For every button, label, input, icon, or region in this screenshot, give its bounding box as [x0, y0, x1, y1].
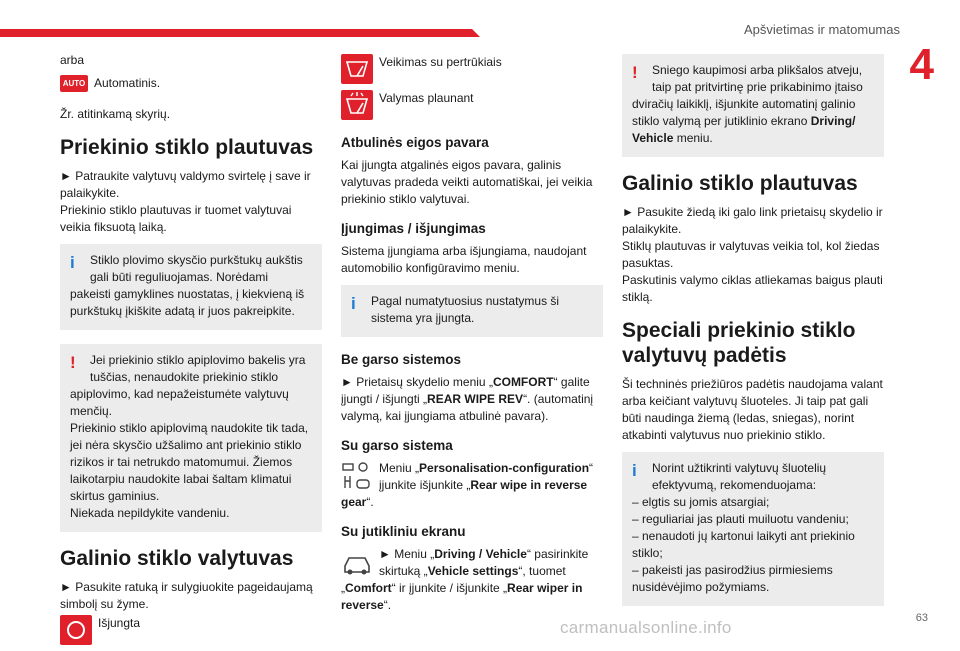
rear-washer-step: ► Pasukite žiedą iki galo link prietaisų skydelio ir palaikykite. [622, 205, 883, 236]
info-box-first-line: Stiklo plovimo skysčio purkštukų aukštis gali būti reguliuojamas. Norėdami [90, 253, 303, 284]
warning-snow-text: dviračių laikiklį, išjunkite automatinį galinio stiklo valymą per jutiklinio ekrano Driving/ Vehicle meniu. [632, 97, 856, 145]
header-accent-bar [0, 29, 472, 37]
warning-box-snow [622, 54, 884, 157]
touchscreen-block [341, 546, 603, 614]
heading-rear-washer: Galinio stiklo plautuvas [622, 172, 858, 195]
chapter-number: 4 [909, 40, 934, 89]
column-2 [341, 52, 603, 620]
info-icon: i [70, 253, 75, 272]
column-3 [622, 52, 884, 620]
off-label: Išjungta [98, 616, 141, 630]
info-box-text: pakeisti gamyklines nuostatas, į kiekvieną iš purkštukų įkiškite adatą ir juos pakreipkite. [70, 287, 305, 318]
wash-wipe-row [341, 90, 603, 120]
warning-text-3: Priekinio stiklo apiplovimą naudokite tik tada, jei nėra skysčio užšalimo ant priekinio stiklo rizikos ir tai netrukdo matomumui. Žiemos laikotarpiu naudokite labai šaltam klimatui skirtus gaminius. [70, 421, 309, 503]
list-item: – elgtis su jomis atsargiai; [632, 495, 770, 509]
info-box-nozzles [60, 244, 322, 330]
intro-text: arba [60, 53, 85, 67]
rear-wiper-off-icon [60, 615, 92, 645]
intermittent-label: Veikimas su pertrūkiais [379, 55, 502, 69]
rear-washer-end: Paskutinis valymo ciklas atliekamas baigus plauti stiklą. [622, 273, 883, 304]
heading-front-washer: Priekinio stiklo plautuvas [60, 136, 314, 159]
audio-block [341, 460, 603, 511]
page-number: 63 [915, 612, 928, 624]
info-icon: i [351, 294, 356, 313]
warning-text-2: apiplovimo, kad nepažeistumėte valytuvų menčių. [70, 387, 289, 418]
auto-label: Automatinis. [94, 76, 161, 90]
touchscreen-text: ► Meniu „Driving / Vehicle“ pasirinkite skirtuką „Vehicle settings“, tuomet „Comfort“ ir įjunkite / išjunkite „Rear wiper in reverse“. [341, 547, 589, 612]
list-item: – pakeisti jas pasirodžius pirmiesiems nusidėvėjimo požymiams. [632, 563, 833, 594]
info-default-text: Pagal numatytuosius nustatymus ši sistema yra įjungta. [371, 294, 560, 325]
rear-wiper-step: ► Pasukite ratuką ir sulygiuokite pageidaujamą simbolį su žyme. [60, 580, 313, 611]
heading-on-off: Įjungimas / išjungimas [341, 221, 486, 236]
column-1 [60, 52, 322, 651]
washer-step: ► Patraukite valytuvų valdymo svirtelę į save ir palaikykite. [60, 169, 311, 200]
auto-row [60, 75, 322, 92]
warning-text-4: Niekada nepildykite vandeniu. [70, 506, 230, 520]
rear-wiper-intermittent-icon [341, 54, 373, 84]
reference-text: Žr. atitinkamą skyrių. [60, 107, 171, 121]
personalisation-settings-icon [341, 460, 373, 490]
page-header-title: Apšvietimas ir matomumas [743, 22, 900, 37]
heading-rear-wiper: Galinio stiklo valytuvas [60, 547, 294, 570]
warning-box-reservoir [60, 344, 322, 532]
on-off-text: Sistema įjungiama arba išjungiama, naudojant automobilio konfigūravimo meniu. [341, 244, 587, 275]
info-icon: i [632, 461, 637, 480]
heading-touchscreen: Su jutikliniu ekranu [341, 524, 466, 539]
list-item: – nenaudoti jų kartonui laikyti ant priekinio stiklo; [632, 529, 855, 560]
heading-no-audio: Be garso sistemos [341, 352, 462, 367]
washer-desc: Priekinio stiklo plautuvas ir tuomet valytuvai veikia fiksuotą laiką. [60, 203, 292, 234]
warning-first-line: Jei priekinio stiklo apiplovimo bakelis yra tuščias, nenaudokite priekinio stiklo [90, 353, 306, 384]
rear-washer-desc: Stiklų plautuvas ir valytuvas veikia tol, kol žiedas pasuktas. [622, 239, 880, 270]
reverse-text: Kai įjungta atgalinės eigos pavara, galinis valytuvas pradeda veikti automatiškai, jei veikia priekinio stiklo valytuvai. [341, 158, 593, 206]
info-blades-first: Norint užtikrinti valytuvų šluotelių efektyvumą, rekomenduojama: [652, 461, 827, 492]
warning-icon: ! [632, 63, 638, 82]
wash-wipe-label: Valymas plaunant [379, 91, 474, 105]
audio-text: Meniu „Personalisation-configuration“ įjunkite išjunkite „Rear wipe in reverse gear“. [341, 461, 594, 509]
vehicle-icon [341, 550, 373, 578]
warning-icon: ! [70, 353, 76, 372]
warning-snow-first: Sniego kaupimosi arba plikšalos atveju, taip pat pritvirtinę prie prikabinimo įtaiso [652, 63, 863, 94]
no-audio-text: ► Prietaisų skydelio meniu „COMFORT“ galite įjungti / išjungti „REAR WIPE REV“. (automatinį valymą, kai įjungiama atbulinė pavara). [341, 375, 594, 423]
heading-audio: Su garso sistema [341, 438, 453, 453]
rear-wash-wipe-icon [341, 90, 373, 120]
heading-special-position: Speciali priekinio stiklo valytuvų padėtis [622, 319, 856, 367]
info-box-blades [622, 452, 884, 606]
off-row [60, 615, 322, 645]
special-position-text: Ši techninės priežiūros padėtis naudojama valant arba keičiant valytuvų šluoteles. Ji taip pat gali būti naudinga žiemą (ledas, sniegas), norint atkabinti valytuvus nuo priekinio stiklo. [622, 377, 883, 442]
info-box-default [341, 285, 603, 337]
intermittent-row [341, 54, 603, 84]
auto-badge-icon: AUTO [60, 75, 88, 92]
heading-reverse-gear: Atbulinės eigos pavara [341, 135, 489, 150]
list-item: – reguliariai jas plauti muiluotu vandeniu; [632, 512, 849, 526]
watermark: carmanualsonline.info [560, 618, 732, 637]
